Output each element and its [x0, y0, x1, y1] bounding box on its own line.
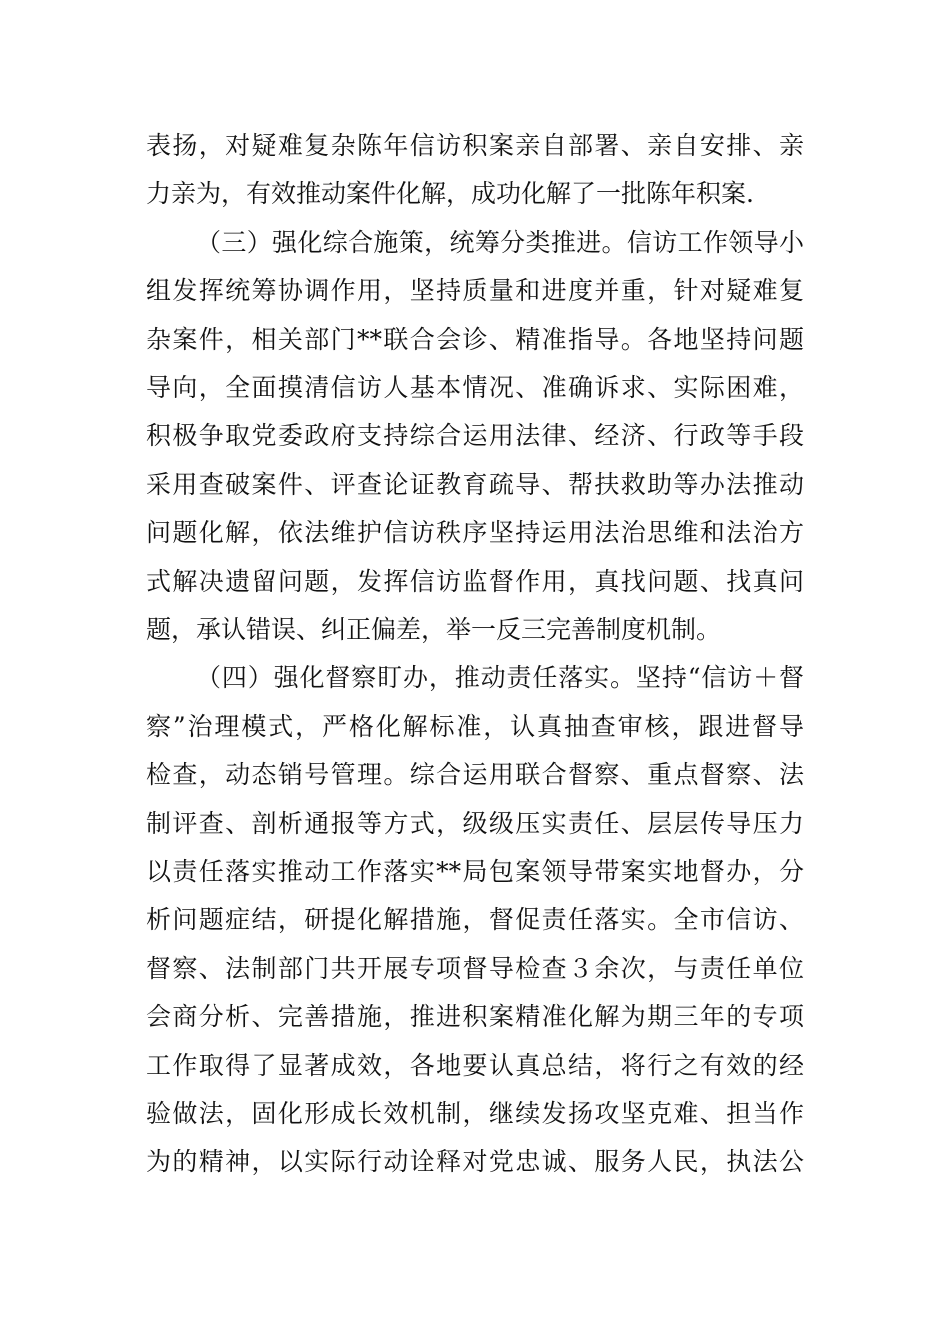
text-line: 以责任落实推动工作落实**局包案领导带案实地督办，分: [146, 857, 804, 886]
text-line: 力亲为，有效推动案件化解，成功化解了一批陈年积案.: [146, 179, 754, 209]
text-line: 会商分析、完善措施，推进积案精准化解为期三年的专项: [146, 1002, 804, 1032]
text-line: 督察、法制部门共开展专项督导检查３余次，与责任单位: [146, 953, 804, 983]
text-line: 题，承认错误、纠正偏差，举一反三完善制度机制。: [146, 615, 722, 644]
text-line: 验做法，固化形成长效机制，继续发扬攻坚克难、担当作: [146, 1099, 804, 1128]
text-line: 杂案件，相关部门**联合会诊、精准指导。各地坚持问题: [146, 324, 804, 354]
text-line: 组发挥统筹协调作用，坚持质量和进度并重，针对疑难复: [146, 276, 804, 306]
text-line: 检查，动态销号管理。综合运用联合督察、重点督察、法: [146, 760, 804, 790]
text-line: （四）强化督察盯办，推动责任落实。坚持“信访＋督: [196, 663, 804, 693]
text-line: 表扬，对疑难复杂陈年信访积案亲自部署、亲自安排、亲: [146, 131, 804, 160]
text-line: （三）强化综合施策，统筹分类推进。信访工作领导小: [196, 227, 804, 257]
text-line: 察”治理模式，严格化解标准，认真抽查审核，跟进督导: [146, 711, 804, 741]
text-line: 析问题症结，研提化解措施，督促责任落实。全市信访、: [146, 905, 804, 935]
text-line: 导向，全面摸清信访人基本情况、准确诉求、实际困难，: [146, 373, 804, 402]
text-line: 问题化解，依法维护信访秩序坚持运用法治思维和法治方: [146, 518, 804, 548]
text-line: 积极争取党委政府支持综合运用法律、经济、行政等手段: [146, 421, 804, 451]
text-line: 制评查、剖析通报等方式，级级压实责任、层层传导压力: [146, 808, 804, 838]
text-line: 式解决遗留问题，发挥信访监督作用，真找问题、找真问: [146, 566, 804, 596]
text-line: 采用查破案件、评查论证教育疏导、帮扶救助等办法推动: [146, 469, 804, 499]
text-line: 工作取得了显著成效，各地要认真总结，将行之有效的经: [146, 1050, 804, 1080]
text-line: 为的精神，以实际行动诠释对党忠诚、服务人民，执法公: [146, 1147, 804, 1177]
